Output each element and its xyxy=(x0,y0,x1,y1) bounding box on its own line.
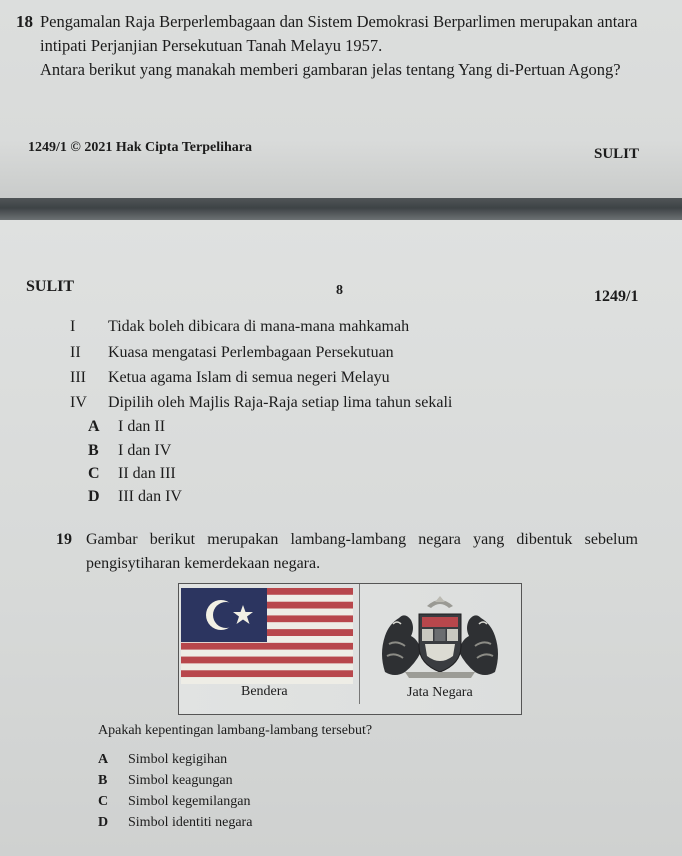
figure-divider xyxy=(359,584,360,704)
question-19-number: 19 xyxy=(56,531,72,548)
question-19-line-1 xyxy=(86,531,638,549)
malaysia-flag-image xyxy=(181,588,353,684)
statement-text: Dipilih oleh Majlis Raja-Raja setiap lima tahun sekali xyxy=(108,394,453,411)
word: dibentuk xyxy=(516,531,573,548)
option-text: II dan III xyxy=(118,465,176,482)
option-text: Simbol identiti negara xyxy=(128,815,253,830)
word: berikut xyxy=(149,531,196,548)
option-text: I dan IV xyxy=(118,442,172,459)
word: merupakan xyxy=(207,531,279,548)
word: yang xyxy=(473,531,505,548)
statement-text: Tidak boleh dibicara di mana-mana mahkamah xyxy=(108,318,410,335)
flag-stripe xyxy=(181,663,353,670)
option-text: I dan II xyxy=(118,418,166,435)
national-symbols-figure xyxy=(178,583,522,715)
option-letter: B xyxy=(88,442,99,459)
option-letter: A xyxy=(88,418,100,435)
option-text: III dan IV xyxy=(118,488,182,505)
option-letter: D xyxy=(88,488,100,505)
flag-stripe xyxy=(181,643,353,650)
option-text: Simbol kegigihan xyxy=(128,752,228,767)
word: sebelum xyxy=(584,531,638,548)
option-letter: C xyxy=(98,794,109,809)
statement-label: IV xyxy=(70,394,87,411)
flag-stripe xyxy=(181,670,353,677)
statement-label: II xyxy=(70,344,81,361)
question-18-line-1: Pengamalan Raja Berperlembagaan dan Sistem Demokrasi Berparlimen merupakan antara xyxy=(40,12,638,31)
option-text: Simbol kegemilangan xyxy=(128,794,251,809)
question-19-line-2: pengisytiharan kemerdekaan negara. xyxy=(86,555,321,572)
footer-sulit: SULIT xyxy=(594,146,640,162)
page-number: 8 xyxy=(336,283,343,298)
jata-negara-image xyxy=(375,594,505,680)
option-text: Simbol keagungan xyxy=(128,773,233,788)
header-sulit: SULIT xyxy=(26,278,75,295)
flag-stripe xyxy=(181,677,353,684)
question-18-line-2: intipati Perjanjian Persekutuan Tanah Melayu 1957. xyxy=(40,36,383,55)
page-fold-shadow xyxy=(0,198,682,220)
flag-stripe xyxy=(181,657,353,664)
option-letter: A xyxy=(98,752,109,767)
question-19-prompt: Apakah kepentingan lambang-lambang tersebut? xyxy=(98,723,373,738)
question-18-number: 18 xyxy=(16,12,33,31)
footer-copyright: 1249/1 © 2021 Hak Cipta Terpelihara xyxy=(28,140,252,155)
header-code: 1249/1 xyxy=(594,288,639,305)
caption-jata-negara: Jata Negara xyxy=(407,685,473,700)
statement-text: Kuasa mengatasi Perlembagaan Persekutuan xyxy=(108,344,394,361)
word: Gambar xyxy=(86,531,138,548)
caption-bendera: Bendera xyxy=(241,684,288,699)
statement-label: III xyxy=(70,369,86,386)
flag-stripe xyxy=(181,650,353,657)
option-letter: B xyxy=(98,773,108,788)
word: lambang-lambang xyxy=(290,531,407,548)
word: negara xyxy=(418,531,461,548)
option-letter: C xyxy=(88,465,100,482)
statement-label: I xyxy=(70,318,76,335)
statement-text: Ketua agama Islam di semua negeri Melayu xyxy=(108,369,390,386)
option-letter: D xyxy=(98,815,109,830)
question-18-line-3: Antara berikut yang manakah memberi gambaran jelas tentang Yang di-Pertuan Agong? xyxy=(40,60,621,79)
